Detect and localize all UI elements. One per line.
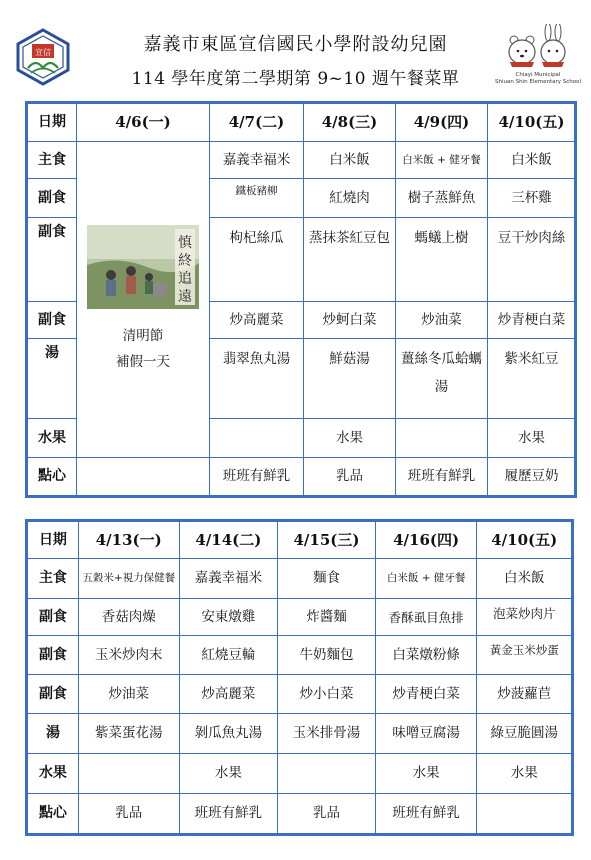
right-logo-caption-1: Chiayi Municipal [515, 72, 561, 78]
row-label-side: 副食 [27, 302, 77, 339]
menu-cell: 白米飯 + 健牙餐 [375, 559, 477, 599]
menu-cell: 泡菜炒肉片 [477, 599, 573, 636]
menu-cell [278, 754, 376, 794]
menu-cell: 紅燒豆輪 [179, 636, 278, 675]
menu-cell: 麵食 [278, 559, 376, 599]
row-label-staple: 主食 [27, 559, 79, 599]
holiday-note: 補假一天 [116, 353, 170, 370]
image-char: 慎 [178, 234, 192, 251]
row-label-date: 日期 [27, 103, 77, 142]
menu-cell: 白菜燉粉條 [375, 636, 477, 675]
menu-cell: 炒高麗菜 [179, 675, 278, 714]
row-label-fruit: 水果 [27, 419, 77, 458]
menu-cell: 炒油菜 [78, 675, 179, 714]
menu-cell: 螞蟻上樹 [396, 218, 488, 302]
date-header: 4/6(一) [77, 103, 210, 142]
menu-cell: 炸醬麵 [278, 599, 376, 636]
menu-cell: 剝瓜魚丸湯 [179, 714, 278, 754]
menu-cell: 水果 [488, 419, 576, 458]
menu-cell: 炒油菜 [396, 302, 488, 339]
menu-cell: 三杯雞 [488, 179, 576, 218]
menu-cell: 水果 [179, 754, 278, 794]
holiday-title: 清明節 [122, 327, 164, 344]
menu-cell: 鮮菇湯 [304, 339, 396, 419]
menu-cell: 乳品 [78, 794, 179, 835]
right-logo [492, 24, 584, 94]
menu-cell: 班班有鮮乳 [375, 794, 477, 835]
menu-cell: 乳品 [278, 794, 376, 835]
date-header: 4/8(三) [304, 103, 396, 142]
menu-cell: 履歷豆奶 [488, 458, 576, 497]
menu-subtitle: 114 學年度第二學期第 9~10 週午餐菜單 [131, 69, 460, 89]
menu-cell: 炒蚵白菜 [304, 302, 396, 339]
table-row [27, 599, 573, 636]
menu-cell: 綠豆脆圓湯 [477, 714, 573, 754]
menu-cell: 炒小白菜 [278, 675, 376, 714]
menu-cell: 紫米紅豆 [488, 339, 576, 419]
date-header: 4/16(四) [375, 521, 477, 559]
menu-cell [210, 419, 304, 458]
menu-cell: 牛奶麵包 [278, 636, 376, 675]
date-header: 4/15(三) [278, 521, 376, 559]
menu-cell: 水果 [477, 754, 573, 794]
menu-cell: 炒高麗菜 [210, 302, 304, 339]
menu-cell: 嘉義幸福米 [179, 559, 278, 599]
menu-cell: 鐵板豬柳 [210, 179, 304, 218]
menu-cell [78, 754, 179, 794]
menu-cell: 枸杞絲瓜 [210, 218, 304, 302]
table-row [27, 142, 576, 179]
table-row [27, 103, 576, 142]
week2-menu-table [25, 519, 574, 836]
menu-cell: 味噌豆腐湯 [375, 714, 477, 754]
menu-cell: 嘉義幸福米 [210, 142, 304, 179]
image-char: 遠 [178, 288, 192, 305]
menu-cell: 班班有鮮乳 [179, 794, 278, 835]
date-header: 4/10(五) [477, 521, 573, 559]
menu-cell: 班班有鮮乳 [210, 458, 304, 497]
bear-rabbit-mascot-icon [492, 24, 584, 72]
row-label-side: 副食 [27, 218, 77, 302]
menu-cell: 乳品 [304, 458, 396, 497]
menu-cell: 炒菠蘿苣 [477, 675, 573, 714]
menu-cell: 紫菜蛋花湯 [78, 714, 179, 754]
menu-cell: 炒青梗白菜 [488, 302, 576, 339]
menu-cell: 水果 [304, 419, 396, 458]
page-header [0, 0, 591, 100]
menu-cell: 白米飯 [477, 559, 573, 599]
image-char: 追 [178, 270, 192, 287]
row-label-soup: 湯 [27, 339, 77, 419]
table-row [27, 754, 573, 794]
menu-cell: 薑絲冬瓜蛤蠣湯 [396, 339, 488, 419]
date-header: 4/7(二) [210, 103, 304, 142]
menu-cell: 黃金玉米炒蛋 [477, 636, 573, 675]
week1-menu-table [25, 101, 577, 498]
row-label-date: 日期 [27, 521, 79, 559]
menu-cell: 紅燒肉 [304, 179, 396, 218]
menu-cell: 白米飯 [488, 142, 576, 179]
table-row [27, 458, 576, 497]
menu-cell [477, 794, 573, 835]
menu-cell: 安東燉雞 [179, 599, 278, 636]
row-label-snack: 點心 [27, 794, 79, 835]
menu-cell: 樹子蒸鮮魚 [396, 179, 488, 218]
tomb-sweeping-image [87, 225, 199, 309]
menu-cell: 豆干炒肉絲 [488, 218, 576, 302]
menu-cell [77, 458, 210, 497]
menu-cell: 白米飯 [304, 142, 396, 179]
holiday-cell [77, 142, 210, 458]
menu-cell: 香菇肉燥 [78, 599, 179, 636]
row-label-side: 副食 [27, 636, 79, 675]
table-row [27, 559, 573, 599]
menu-cell: 香酥虱目魚排 [375, 599, 477, 636]
menu-cell: 蒸抹茶紅豆包 [304, 218, 396, 302]
row-label-side: 副食 [27, 599, 79, 636]
menu-cell: 玉米炒肉末 [78, 636, 179, 675]
date-header: 4/9(四) [396, 103, 488, 142]
date-header: 4/10(五) [488, 103, 576, 142]
menu-cell: 班班有鮮乳 [396, 458, 488, 497]
school-logo-text: 宣信 [35, 48, 51, 57]
row-label-fruit: 水果 [27, 754, 79, 794]
menu-cell: 白米飯 + 健牙餐 [396, 142, 488, 179]
menu-cell: 五穀米+視力保健餐 [78, 559, 179, 599]
table-row [27, 794, 573, 835]
table-row [27, 714, 573, 754]
menu-cell [396, 419, 488, 458]
menu-cell: 翡翠魚丸湯 [210, 339, 304, 419]
table-row [27, 636, 573, 675]
date-header: 4/13(一) [78, 521, 179, 559]
menu-cell: 炒青梗白菜 [375, 675, 477, 714]
row-label-staple: 主食 [27, 142, 77, 179]
date-header: 4/14(二) [179, 521, 278, 559]
row-label-side: 副食 [27, 179, 77, 218]
menu-cell: 玉米排骨湯 [278, 714, 376, 754]
row-label-soup: 湯 [27, 714, 79, 754]
table-row [27, 675, 573, 714]
row-label-side: 副食 [27, 675, 79, 714]
image-char: 終 [178, 252, 192, 269]
right-logo-caption-2: Shiuan Shin Elementary School [495, 79, 581, 85]
menu-cell: 水果 [375, 754, 477, 794]
table-row [27, 521, 573, 559]
school-title: 嘉義市東區宣信國民小學附設幼兒園 [143, 34, 448, 55]
row-label-snack: 點心 [27, 458, 77, 497]
